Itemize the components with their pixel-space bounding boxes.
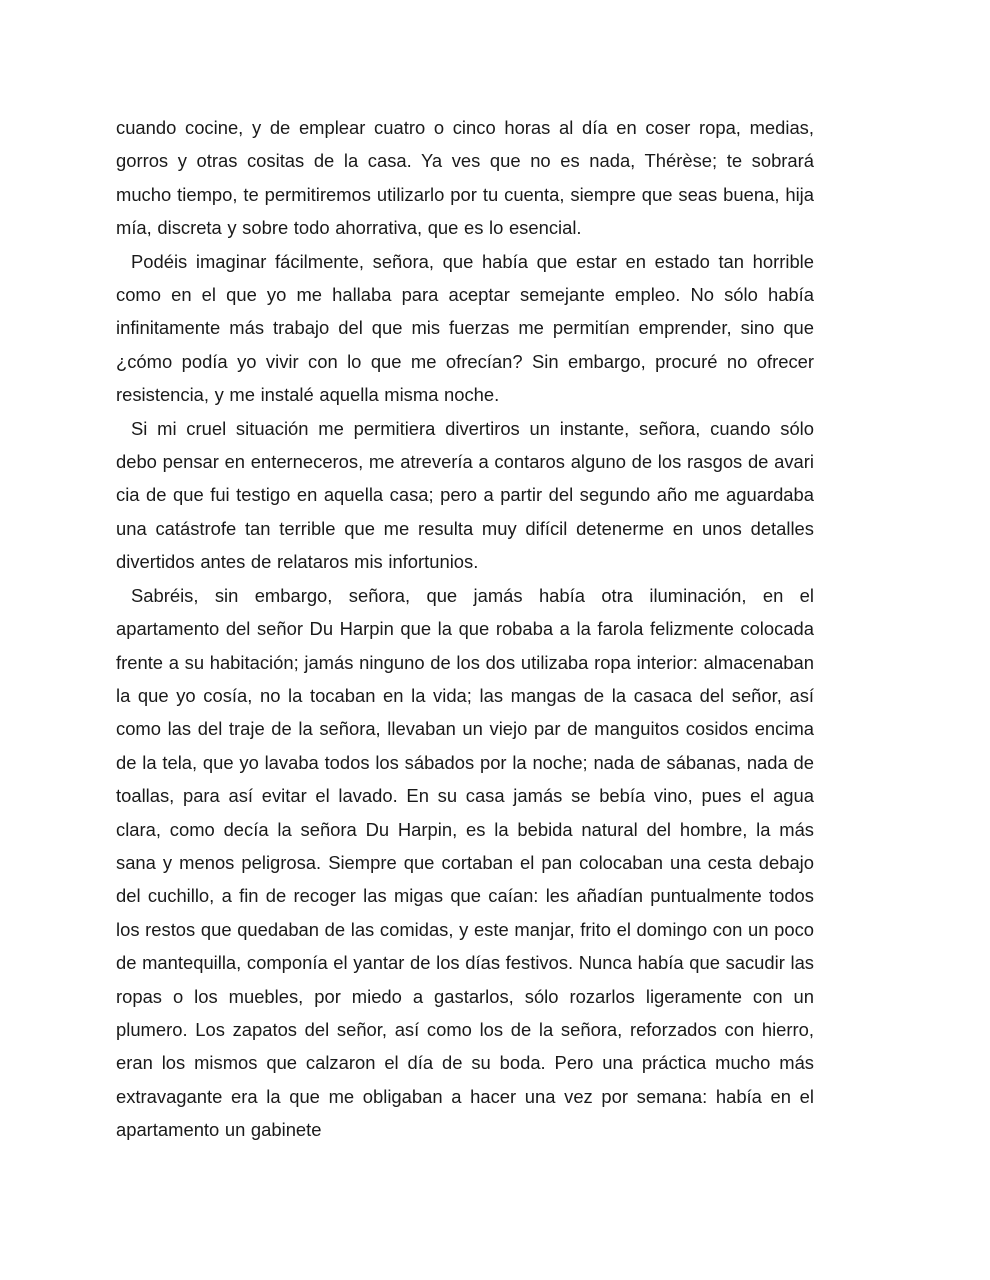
paragraph-3: Si mi cruel situación me permitiera divertiros un instante, señora, cuando sólo debo pensar en enterneceros, me atrevería a contaros alguno de los rasgos de avari cia de que fui testigo en aquella casa; pero a partir del segundo año me aguardaba una catástrofe tan terrible que me resulta muy difícil detenerme en unos detalles divertidos antes de relataros mis infortunios. [116,417,814,573]
paragraph-1: cuando cocine, y de emplear cuatro o cinco horas al día en coser ropa, medias, gorros y otras cositas de la casa. Ya ves que no es nada, Thérèse; te sobrará mucho tiempo, te permitiremos utilizarlo por tu cuenta, siempre que seas buena, hija mía, discreta y sobre todo ahorrativa, que es lo esencial. [116,117,814,239]
paragraph-4: Sabréis, sin embargo, señora, que jamás había otra iluminación, en el apartamento del señor Du Harpin que la que robaba a la farola felizmente colocada frente a su habitación; jamás ninguno de los dos utilizaba ropa interior: almacenaban la que yo cosía, no la tocaban en la vida; las mangas de la casaca del señor, así como las del traje de la señora, llevaban un viejo par de manguitos cosidos encima de la tela, que yo lavaba todos los sábados por la noche; nada de sábanas, nada de toallas, para así evitar el lavado. En su casa jamás se bebía vino, pues el agua clara, como decía la señora Du Harpin, es la bebida natural del hombre, la más sana y menos peligrosa. Siempre que cortaban el pan colocaban una cesta debajo del cuchillo, a fin de recoger las migas que caían: les añadían puntualmente todos los restos que quedaban de las comidas, y este manjar, frito el domingo con un poco de mantequilla, componía el yantar de los días festivos. Nunca había que sacudir las ropas o los muebles, por miedo a gastarlos, sólo rozarlos ligeramente con un plumero. Los zapatos del señor, así como los de la señora, reforzados con hierro, eran los mismos que calzaron el día de su boda. Pero una práctica mucho más extravagante era la que me obligaban a hacer una vez por semana: había en el apartamento un gabinete [116,584,814,1141]
paragraph-2: Podéis imaginar fácilmente, señora, que había que estar en estado tan horrible como en el que yo me hallaba para aceptar semejante empleo. No sólo había infinitamente más trabajo del que mis fuerzas me permitían emprender, sino que ¿cómo podía yo vivir con lo que me ofrecían? Sin embargo, procuré no ofrecer resistencia, y me instalé aquella misma noche. [116,250,814,406]
body-text [116,111,814,1147]
